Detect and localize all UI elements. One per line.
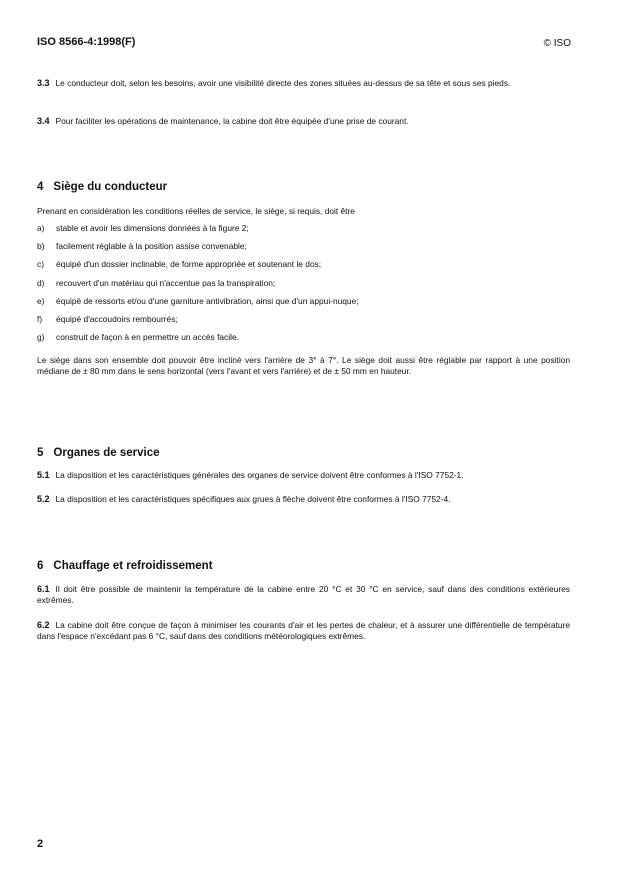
copyright-notice: © ISO — [543, 38, 571, 49]
clause-3-4 — [37, 116, 570, 127]
section-4-heading — [37, 181, 570, 193]
closing-text: Le siège dans son ensemble doit pouvoir être incliné vers l'arrière de 3° à 7°. Le siège doit aussi être réglable par rapport à une position médiane de ± 80 mm dans le sens horizontal (vers l'avant et vers l'arrière) et de ± 50 mm en hauteur. — [37, 355, 570, 376]
list-item: d) recouvert d'un matériau qui n'accentue pas la transpiration; — [37, 277, 276, 288]
section-5-heading — [37, 447, 570, 459]
list-item: b) facilement réglable à la position assise convenable; — [37, 241, 247, 252]
clause-text: La disposition et les caractéristiques générales des organes de service doivent être conformes à l'ISO 7752-1. — [55, 470, 464, 480]
clause-5-1 — [37, 470, 570, 481]
list-item: e) équipé de ressorts et/ou d'une garniture antivibration, ainsi que d'un appui-nuque; — [37, 295, 359, 306]
clause-number: 6.1 — [37, 584, 50, 594]
clause-3-3 — [37, 78, 570, 89]
clause-number: 5.1 — [37, 470, 50, 480]
clause-text: Le conducteur doit, selon les besoins, avoir une visibilité directe des zones situées au-dessus de sa tête et sous ses pieds. — [55, 78, 511, 88]
section-6-heading — [37, 560, 570, 572]
section-4-closing — [37, 355, 570, 376]
list-item: f) équipé d'accoudoirs rembourrés; — [37, 313, 178, 324]
clause-text: Il doit être possible de maintenir la température de la cabine entre 20 °C et 30 °C en service, sauf dans des conditions extérieures extrêmes. — [37, 584, 570, 605]
clause-number: 3.3 — [37, 78, 50, 88]
clause-number: 6.2 — [37, 620, 50, 630]
clause-6-1 — [37, 584, 570, 605]
section-number: 5 — [37, 447, 44, 459]
section-4-intro — [37, 206, 570, 217]
section-title: Chauffage et refroidissement — [53, 560, 213, 572]
clause-6-2 — [37, 620, 570, 641]
clause-number: 3.4 — [37, 116, 50, 126]
list-item: a) stable et avoir les dimensions données à la figure 2; — [37, 223, 249, 233]
section-title: Siège du conducteur — [53, 181, 168, 193]
clause-text: La disposition et les caractéristiques spécifiques aux grues à flèche doivent être conformes à l'ISO 7752-4. — [55, 494, 451, 504]
section-number: 4 — [37, 181, 44, 193]
intro-text: Prenant en considération les conditions réelles de service, le siège, si requis, doit être — [37, 206, 355, 216]
clause-text: La cabine doit être conçue de façon à minimiser les courants d'air et les pertes de chaleur, et à assurer une différentielle de température dans l'espace n'excédant pas 6 °C, sauf dans des conditions météorologiques extrêmes. — [37, 620, 570, 641]
clause-5-2 — [37, 494, 570, 505]
section-title: Organes de service — [53, 447, 160, 459]
clause-text: Pour faciliter les opérations de maintenance, la cabine doit être équipée d'une prise de courant. — [55, 116, 409, 126]
seat-requirements-list — [37, 223, 570, 343]
list-item: c) équipé d'un dossier inclinable, de forme appropriée et soutenant le dos; — [37, 259, 322, 270]
clause-number: 5.2 — [37, 494, 50, 504]
document-id: ISO 8566-4:1998(F) — [37, 36, 136, 48]
page-number: 2 — [37, 838, 44, 850]
section-number: 6 — [37, 560, 44, 572]
list-item: g) construit de façon à en permettre un accès facile. — [37, 332, 239, 343]
